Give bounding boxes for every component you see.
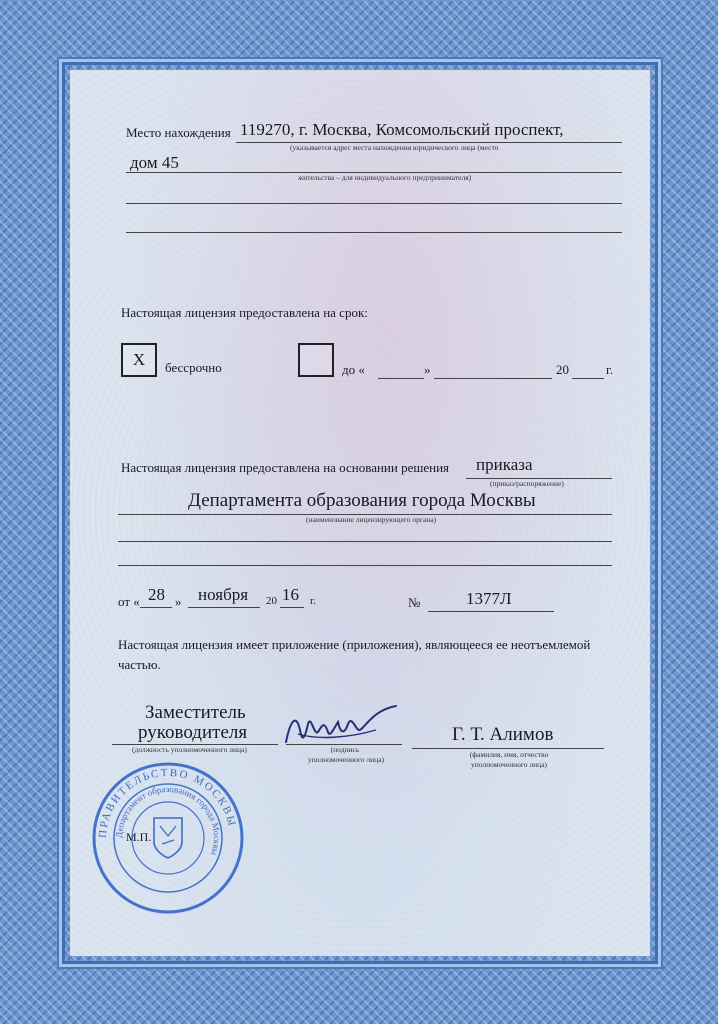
until-close-quote: » xyxy=(424,362,431,377)
date-year-g: г. xyxy=(310,595,317,607)
until-year-line xyxy=(572,378,604,379)
authority-name: Департамента образования города Москвы xyxy=(188,490,536,511)
signature-hint-2: уполномоченного лица) xyxy=(307,755,385,764)
until-prefix: до « xyxy=(342,362,365,377)
stamp-place-label: М.П. xyxy=(126,830,152,844)
date-day-line xyxy=(140,607,172,608)
decision-type-hint: (приказ/распоряжение) xyxy=(490,479,564,488)
name-underline xyxy=(412,748,604,749)
until-year-suffix: г. xyxy=(606,362,614,377)
location-underline-3 xyxy=(126,203,622,204)
position-hint: (должность уполномоченного лица) xyxy=(132,745,247,754)
authority-underline-3 xyxy=(118,565,612,566)
basis-label: Настоящая лицензия предоставлена на основании решения xyxy=(121,460,450,475)
location-hint-2: жительства – для индивидуального предпринимателя) xyxy=(298,173,472,182)
decision-type: приказа xyxy=(476,455,533,474)
signature-hint-1: (подпись xyxy=(330,745,360,754)
until-day-line xyxy=(378,378,424,379)
location-hint-1: (указывается адрес места нахождения юридического лица (место xyxy=(290,143,499,152)
appendix-line1: Настоящая лицензия имеет приложение (приложения), являющееся ее неотъемлемой xyxy=(118,637,591,652)
svg-text:Департамент образования города xyxy=(114,784,222,856)
date-year-suffix: 16 xyxy=(282,585,299,604)
date-from: от « xyxy=(118,594,140,609)
date-month-line xyxy=(188,607,260,608)
location-underline-4 xyxy=(126,232,622,233)
signer-position-line1: Заместитель xyxy=(145,702,246,723)
date-close-quote: » xyxy=(175,594,182,609)
unlimited-label: бессрочно xyxy=(165,360,222,375)
license-number: 1377Л xyxy=(466,589,512,608)
date-year-line xyxy=(280,607,304,608)
until-month-line xyxy=(434,378,552,379)
date-day: 28 xyxy=(148,585,165,604)
stamp-outer-text: ПРАВИТЕЛЬСТВО МОСКВЫ xyxy=(96,766,239,839)
unlimited-checkbox xyxy=(121,343,157,377)
signer-position-line2: руководителя xyxy=(138,722,248,743)
until-year-prefix: 20 xyxy=(556,362,569,377)
check-mark: Х xyxy=(132,350,146,369)
until-checkbox xyxy=(298,343,334,377)
location-label: Место нахождения xyxy=(126,125,231,140)
authority-underline-2 xyxy=(118,541,612,542)
date-year-prefix: 20 xyxy=(266,595,277,607)
authority-hint: (наименование лицензирующего органа) xyxy=(306,515,437,524)
stamp-inner-text: Департамент образования города Москвы xyxy=(113,783,223,857)
official-stamp xyxy=(90,760,246,916)
signer-name: Г. Т. Алимов xyxy=(452,724,554,745)
location-value-line1: 119270, г. Москва, Комсомольский проспект, xyxy=(240,120,564,139)
term-label: Настоящая лицензия предоставлена на срок: xyxy=(121,305,368,320)
number-underline xyxy=(428,611,554,612)
appendix-line2: частью. xyxy=(118,657,161,672)
number-sign: № xyxy=(408,595,421,610)
name-hint-1: (фамилия, имя, отчество xyxy=(469,750,549,759)
location-value-line2: дом 45 xyxy=(130,153,179,172)
date-month: ноября xyxy=(198,585,249,604)
name-hint-2: уполномоченного лица) xyxy=(470,760,548,769)
